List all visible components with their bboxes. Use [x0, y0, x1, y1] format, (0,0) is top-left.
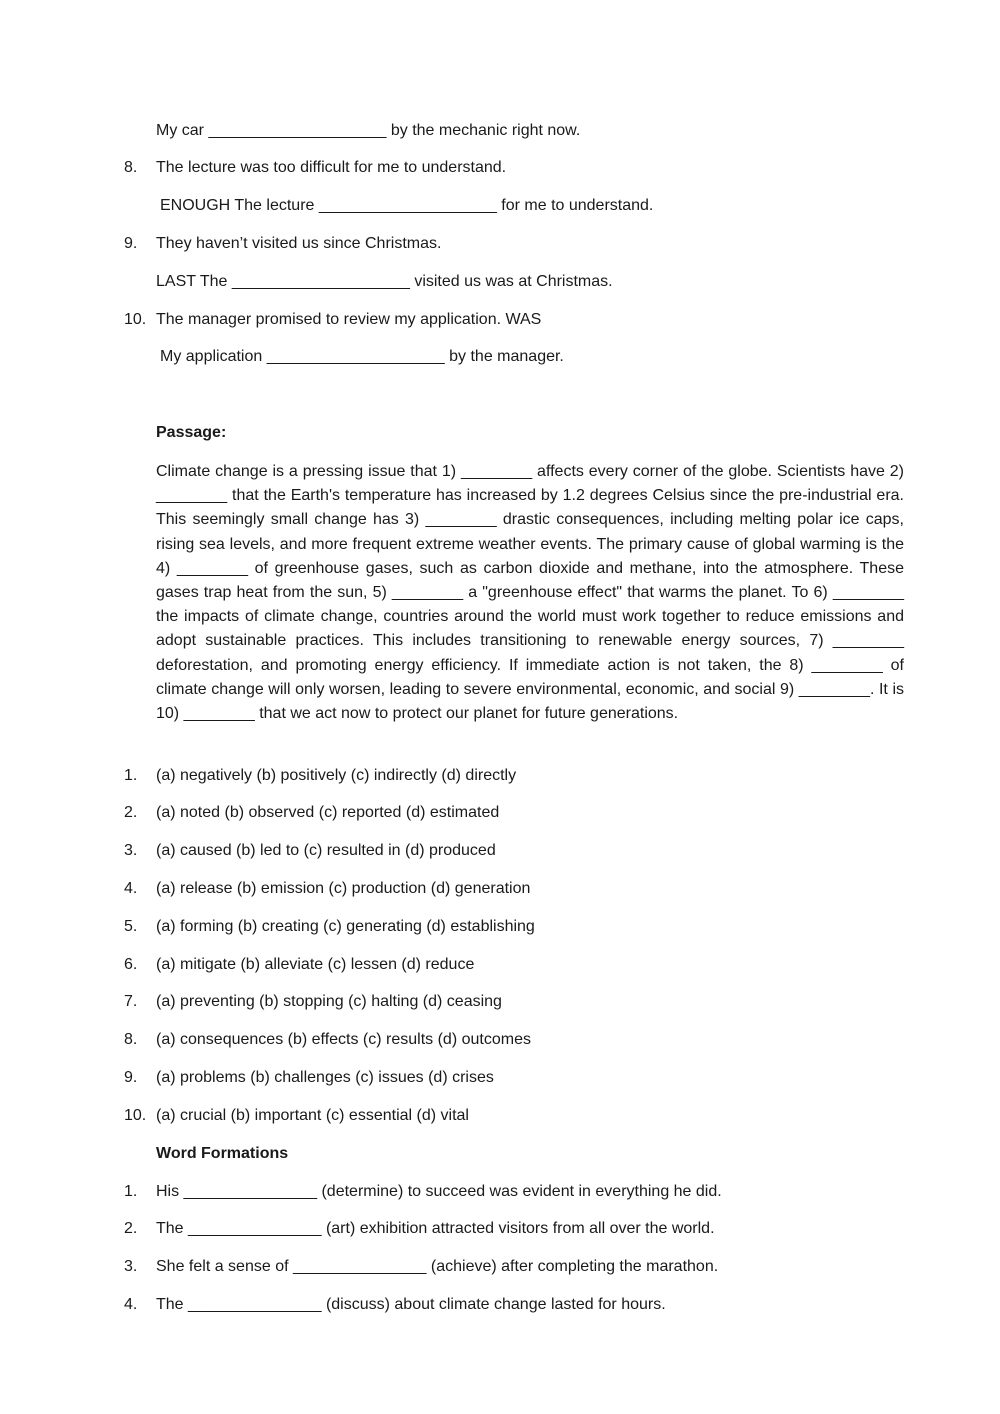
option-text: (a) crucial (b) important (c) essential (d) vital	[156, 1107, 469, 1124]
option-number: 9.	[124, 1069, 138, 1086]
item8-sentence: The lecture was too difficult for me to understand.	[156, 159, 507, 176]
option-number: 1.	[124, 767, 138, 784]
option-number: 6.	[124, 956, 138, 973]
word-formation-item: His _______________ (determine) to succeed was evident in everything he did.	[156, 1183, 722, 1200]
option-text: (a) forming (b) creating (c) generating (d) establishing	[156, 918, 535, 935]
option-number: 8.	[124, 1031, 138, 1048]
option-number: 10.	[124, 1107, 147, 1124]
passage-text: Climate change is a pressing issue that 1) ________ affects every corner of the globe. Scientists have 2) ________ that the Earth's temperature has increased by 1.2 degrees Celsius since the pre-industrial era. This seemingly small change has 3) ________ drastic consequences, including melting polar ice caps, rising sea levels, and more frequent extreme weather events. The primary cause of global warming is the 4) ________ of greenhouse gases, such as carbon dioxide and methane, into the atmosphere. These gases trap heat from the sun, 5) ________ a "greenhouse effect" that warms the planet. To 6) ________ the impacts of climate change, countries around the world must work together to reduce emissions and adopt sustainable practices. This includes transitioning to renewable energy sources, 7) ________ deforestation, and promoting energy efficiency. If immediate action is not taken, the 8) ________ of climate change will only worsen, leading to severe environmental, economic, and social 9) ________. It is 10) ________ that we act now to protect our planet for future generations.	[156, 463, 904, 723]
word-formation-item: The _______________ (discuss) about climate change lasted for hours.	[156, 1296, 666, 1313]
option-text: (a) noted (b) observed (c) reported (d) estimated	[156, 804, 500, 821]
option-number: 3.	[124, 842, 138, 859]
item8-rewrite: ENOUGH The lecture ____________________ for me to understand.	[160, 197, 654, 214]
word-formation-number: 3.	[124, 1258, 138, 1275]
item9-rewrite: LAST The ____________________ visited us was at Christmas.	[156, 273, 613, 290]
option-text: (a) release (b) emission (c) production (d) generation	[156, 880, 531, 897]
option-text: (a) problems (b) challenges (c) issues (d) crises	[156, 1069, 494, 1086]
option-text: (a) negatively (b) positively (c) indirectly (d) directly	[156, 767, 517, 784]
word-formation-number: 4.	[124, 1296, 138, 1313]
item9-sentence: They haven’t visited us since Christmas.	[156, 235, 442, 252]
option-text: (a) caused (b) led to (c) resulted in (d) produced	[156, 842, 496, 859]
word-formations-heading: Word Formations	[156, 1145, 289, 1162]
word-formation-item: She felt a sense of _______________ (achieve) after completing the marathon.	[156, 1258, 719, 1275]
option-number: 7.	[124, 993, 138, 1010]
word-formation-number: 2.	[124, 1220, 138, 1237]
item8-number: 8.	[124, 159, 138, 176]
word-formation-item: The _______________ (art) exhibition attracted visitors from all over the world.	[156, 1220, 715, 1237]
option-number: 2.	[124, 804, 138, 821]
option-text: (a) preventing (b) stopping (c) halting (d) ceasing	[156, 993, 502, 1010]
item10-number: 10.	[124, 311, 147, 328]
item7-rewrite: My car ____________________ by the mechanic right now.	[156, 122, 581, 139]
option-text: (a) mitigate (b) alleviate (c) lessen (d) reduce	[156, 956, 475, 973]
passage-heading: Passage:	[156, 424, 227, 441]
item9-number: 9.	[124, 235, 138, 252]
word-formation-number: 1.	[124, 1183, 138, 1200]
item10-rewrite: My application ____________________ by the manager.	[160, 348, 564, 365]
option-text: (a) consequences (b) effects (c) results (d) outcomes	[156, 1031, 531, 1048]
option-number: 4.	[124, 880, 138, 897]
item10-sentence: The manager promised to review my application. WAS	[156, 311, 542, 328]
option-number: 5.	[124, 918, 138, 935]
